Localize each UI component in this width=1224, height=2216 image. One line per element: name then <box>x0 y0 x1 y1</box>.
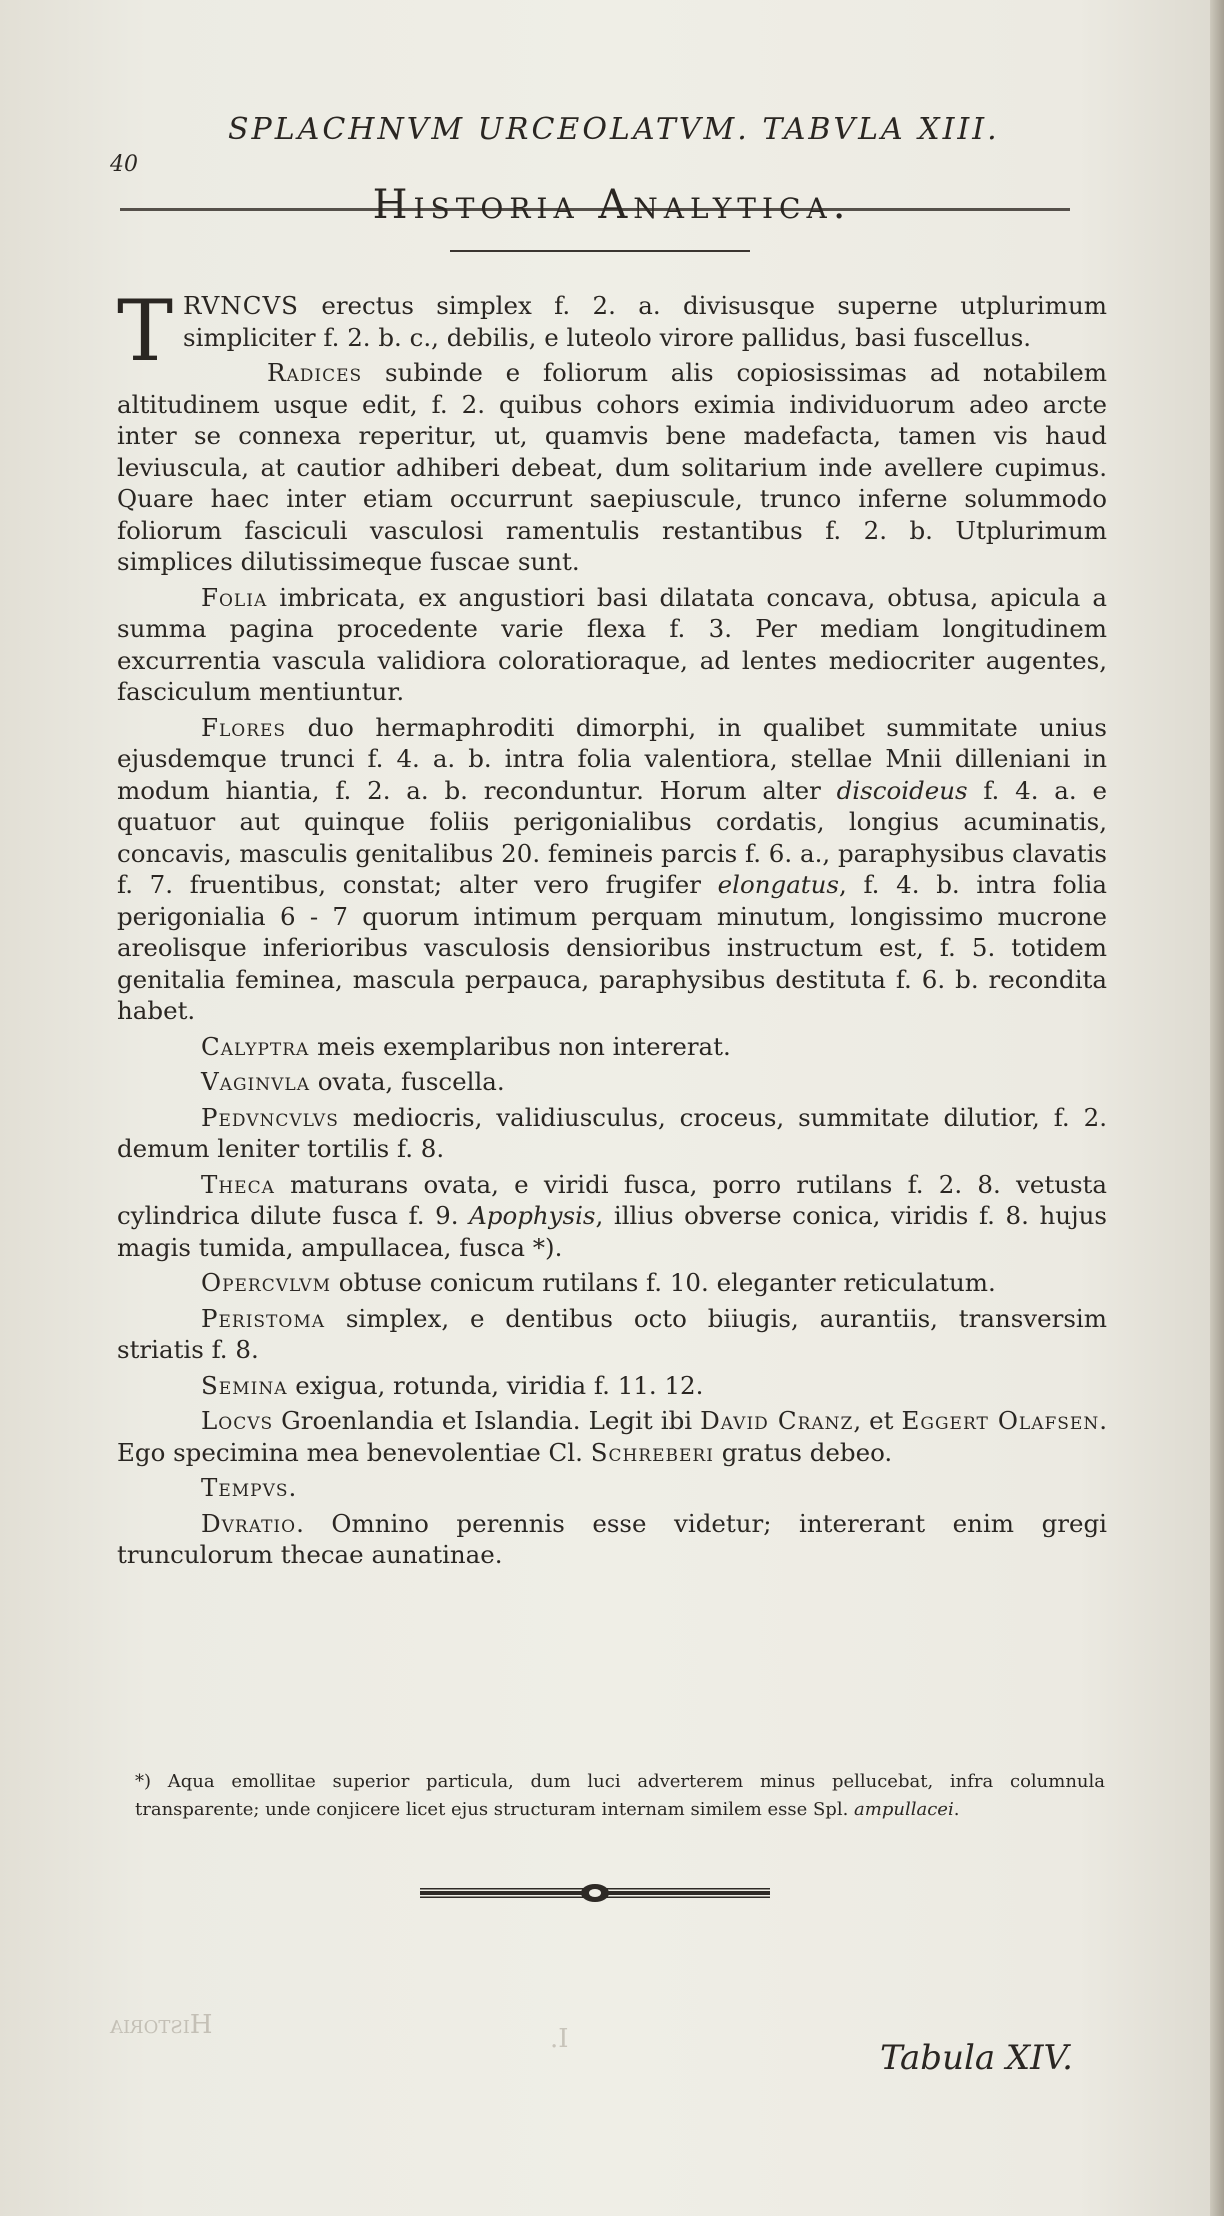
paragraph-folia <box>117 582 1107 708</box>
radices-text: subinde e foliorum alis copiosissimas ad notabilem altitudinem usque edit, f. 2. quibus cohors eximia individuorum adeo arcte inter se connexa reperitur, ut, quamvis bene madefacta, tamen vis haud leviuscula, at cautior adhiberi debeat, dum solitarium inde avellere cupimus. Quare haec inter etiam occurrunt saepiuscule, trunco inferne solummodo foliorum fasciculi vasculosi ramentulis restantibus f. 2. b. Utplurimum simplices dilutissimeque fuscae sunt. <box>117 358 1107 576</box>
duratio-text: . Omnino perennis esse videtur; intererant enim gregi trunculorum thecae aunatinae. <box>117 1508 1107 1569</box>
pedunculus-text: mediocris, validiusculus, croceus, summitate dilutior, f. 2. demum leniter tortilis f. 8. <box>117 1102 1107 1163</box>
locus-text-b: , et <box>853 1406 902 1435</box>
page-spine-shadow <box>1210 0 1224 2216</box>
footnote <box>135 1768 1105 1824</box>
truncus-text: erectus simplex f. 2. a. divisusque superne utplurimum simpliciter f. 2. b. c., debilis, e luteolo virore pallidus, basi fuscellus. <box>183 291 1107 352</box>
term-locus: Locvs <box>201 1406 274 1435</box>
paragraph-theca <box>117 1169 1107 1264</box>
paragraph-vaginula <box>117 1066 1107 1098</box>
paragraph-tempus <box>117 1472 1107 1504</box>
paragraph-locus <box>117 1405 1107 1468</box>
semina-text: exigua, rotunda, viridia f. 11. 12. <box>287 1370 704 1400</box>
term-pedunculus: Pedvncvlvs <box>201 1102 339 1132</box>
paragraph-radices <box>117 357 1107 578</box>
term-truncus: RVNCVS <box>183 291 299 320</box>
theca-text-b: , illius obverse conica, viridis f. 8. hujus magis tumida, ampullacea, fusca *). <box>117 1201 1107 1262</box>
locus-name-schreber: Schreberi <box>590 1437 714 1467</box>
term-radices: Radices <box>267 358 363 387</box>
paragraph-semina <box>117 1370 1107 1402</box>
section-title: Historia Analytica. <box>372 182 852 228</box>
ornament-rule <box>420 1880 770 1906</box>
peristoma-text: simplex, e dentibus octo biiugis, aurantiis, transversim striatis f. 8. <box>117 1303 1107 1364</box>
locus-text-c: . Ego specimina mea benevolentiae Cl. <box>117 1406 1107 1467</box>
drop-cap: T <box>117 282 174 380</box>
paragraph-pedunculus <box>117 1102 1107 1165</box>
term-operculum: Opercvlvm <box>201 1268 331 1297</box>
theca-em: Apophysis <box>469 1201 596 1230</box>
flores-em-b: elongatus <box>717 870 839 899</box>
flores-em-a: discoideus <box>836 775 968 805</box>
term-folia: Folia <box>201 582 268 612</box>
operculum-text: obtuse conicum rutilans f. 10. eleganter reticulatum. <box>330 1268 996 1297</box>
running-title: SPLACHNVM URCEOLATVM. TABVLA XIII. <box>228 112 1000 147</box>
locus-text-a: Groenlandia et Islandia. Legit ibi <box>273 1406 701 1435</box>
bleed-through-mark: I. <box>550 2024 569 2054</box>
bleed-through-heading: Historia <box>110 2010 213 2040</box>
locus-text-d: gratus debeo. <box>713 1437 893 1467</box>
flores-text-a: duo hermaphroditi dimorphi, in qualibet summitate unius ejusdemque trunci f. 4. a. b. intra folia valentiora, stellae Mnii dilleniani in modum hiantia, f. 2. a. b. reconduntur. Horum alter <box>117 712 1107 805</box>
catchword: Tabula XIV. <box>880 2038 1073 2078</box>
paragraph-calyptra <box>117 1031 1107 1063</box>
folia-text: imbricata, ex angustiori basi dilatata concava, obtusa, apicula a summa pagina procedente varie flexa f. 3. Per mediam longitudinem excurrentia vascula validiora coloratioraque, ad lentes mediocriter augentes, fasciculum mentiuntur. <box>117 582 1107 706</box>
footnote-text-b: . <box>953 1799 960 1820</box>
paragraph-duratio <box>117 1508 1107 1571</box>
body-text <box>117 282 1107 1575</box>
paragraph-peristoma <box>117 1303 1107 1366</box>
flores-text-c: , f. 4. b. intra folia perigonialia 6 - 7 quorum intimum perquam minutum, longissimo mucrone areolisque inferioribus vasculosis densioribus instructum est, f. 5. totidem genitalia feminea, mascula perpauca, paraphysibus destituta f. 6. b. recondita habet. <box>117 870 1107 1025</box>
tempus-text: . <box>288 1473 297 1502</box>
term-semina: Semina <box>201 1370 288 1400</box>
term-calyptra: Calyptra <box>201 1031 310 1061</box>
theca-text-a: maturans ovata, e viridi fusca, porro rutilans f. 2. 8. vetusta cylindrica dilute fusca f. 9. <box>117 1169 1107 1230</box>
term-peristoma: Peristoma <box>201 1303 326 1333</box>
title-rule <box>450 250 750 252</box>
footnote-em: ampullacei <box>854 1799 954 1820</box>
calyptra-text: meis exemplaribus non intererat. <box>309 1031 731 1061</box>
paragraph-flores <box>117 712 1107 1027</box>
locus-name-olafsen: Eggert Olafsen <box>901 1406 1100 1435</box>
locus-name-cranz: David Cranz <box>700 1406 854 1435</box>
term-tempus: Tempvs <box>201 1473 289 1502</box>
paragraph-operculum <box>117 1267 1107 1299</box>
term-vaginula: Vaginvla <box>201 1067 310 1096</box>
page-number: 40 <box>110 152 138 177</box>
term-theca: Theca <box>201 1169 275 1199</box>
footnote-text-a: *) Aqua emollitae superior particula, dum luci adverterem minus pellucebat, infra columnula transparente; unde conjicere licet ejus structuram internam similem esse Spl. <box>135 1771 1105 1820</box>
term-flores: Flores <box>201 712 287 742</box>
vaginula-text: ovata, fuscella. <box>309 1067 505 1096</box>
term-duratio: Dvratio <box>201 1508 297 1538</box>
flores-text-b: f. 4. a. e quatuor aut quinque foliis perigonialibus cordatis, longius acuminatis, concavis, masculis genitalibus 20. femineis parcis f. 6. a., paraphysibus clavatis f. 7. fruentibus, constat; alter vero frugifer <box>117 775 1107 899</box>
page-header <box>110 108 1110 177</box>
